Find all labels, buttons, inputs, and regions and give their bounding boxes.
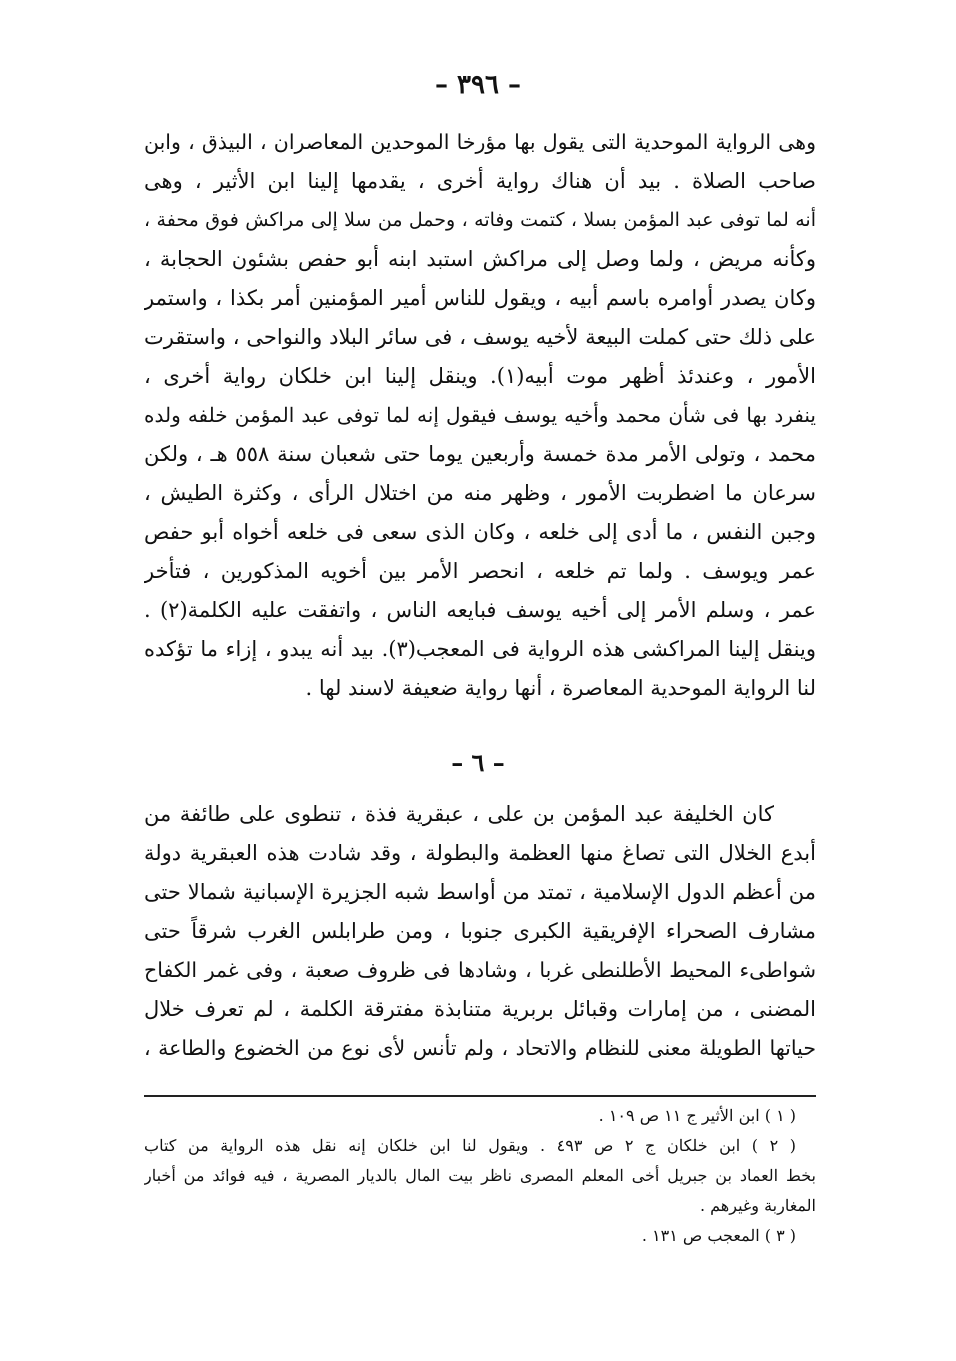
text-line: عمر ، وسلم الأمر إلى أخيه يوسف فبايعه الناس ، واتفقت عليه الكلمة(٢) .	[144, 598, 816, 622]
text-line: محمد ، وتولى الأمر مدة خمسة وأربعين يوما حتى شعبان سنة ٥٥٨ هـ ، ولكن	[144, 442, 816, 466]
text-line: صاحب الصلاة . بيد أن هناك رواية أخرى ، يقدمها إلينا ابن الأثير ، وهى	[144, 169, 816, 193]
text-line: من أعظم الدول الإسلامية ، تمتد من أواسط شبه الجزيرة الإسبانية شمالا حتى	[144, 880, 816, 904]
text-line: ينفرد بها فى شأن محمد وأخيه يوسف فيقول إنه لما توفى عبد المؤمن خلفه ولده	[144, 403, 816, 427]
footnote-1: ( ١ ) ابن الأثير ج ١١ ص ١٠٩ .	[598, 1106, 796, 1125]
footnote-3: ( ٣ ) المعجب ص ١٣١ .	[641, 1226, 796, 1245]
text-line: مشارف الصحراء الإفريقية الكبرى جنوبا ، ومن طرابلس الغرب شرقاً حتى	[144, 919, 816, 943]
page-number: – ٣٩٦ –	[434, 70, 522, 100]
text-line: كان الخليفة عبد المؤمن بن على ، عبقرية فذة ، تنطوى على طائفة من	[144, 802, 774, 826]
text-line: وينقل إلينا المراكشى هذه الرواية فى المعجب(٣). بيد أنه يبدو ، إزاء ما تؤكده	[144, 637, 816, 661]
footnote-2: ( ٢ ) ابن خلكان ج ٢ ص ٤٩٣ . ويقول لنا ابن خلكان إنه نقل هذه الرواية من كتاب	[144, 1136, 797, 1155]
text-line: المضنى ، من إمارات وقبائل بربرية متنابذة مفترقة الكلمة ، لم تعرف خلال	[144, 997, 816, 1021]
footnote-2-end: المغاربة وغيرهم .	[699, 1196, 816, 1215]
footnotes	[144, 1101, 816, 1251]
text-line: سرعان ما اضطربت الأمور ، وظهر منه من اختلال الرأى ، وكثرة الطيش ،	[144, 481, 816, 505]
text-line: الأمور ، وعندئذ أظهر موت أبيه(١). وينقل إلينا ابن خلكان رواية أخرى ،	[144, 364, 816, 388]
text-line: على ذلك حتى كملت البيعة لأخيه يوسف ، فى سائر البلاد والنواحى ، واستقرت	[144, 325, 816, 349]
footnote-divider	[144, 1095, 816, 1097]
text-line: عمر ويوسف . ولما تم خلعه ، انحصر الأمر بين أخويه المذكورين ، فتأخر	[144, 559, 816, 583]
text-line: أبدع الخلال التى تصاغ منها العظمة والبطولة ، وقد شادت هذه العبقرية دولة	[144, 841, 816, 865]
footnote-2-continued: بخط العماد بن جبريل أخى المعلم المصرى ناظر بيت المال بالديار المصرية ، فيه فوائد من أخبار	[144, 1166, 816, 1185]
text-line: وجبن النفس ، ما أدى إلى خلعه ، وكان الذى سعى فى خلعه أخواه أبو حفص	[144, 520, 816, 544]
text-line: وكأنه مريض ، ولما وصل إلى مراكش استبد ابنه أبو حفص بشئون الحجابة ،	[144, 247, 816, 271]
text-line: شواطىء المحيط الأطلنطى غربا ، وشادها فى ظروف صعبة ، وفى غمر الكفاح	[144, 958, 816, 982]
text-line: وكان يصدر أوامره باسم أبيه ، ويقول للناس أمير المؤمنين أمر بكذا ، واستمر	[144, 286, 816, 310]
text-line: أنه لما توفى عبد المؤمن بسلا ، كتمت وفاته ، وحمل من سلا إلى مراكش فوق محفة ،	[144, 209, 816, 231]
paragraph-2	[144, 795, 816, 1068]
text-line: وهى الرواية الموحدية التى يقول بها مؤرخا الموحدين المعاصران ، البيذق ، وابن	[144, 130, 816, 154]
section-number: – ٦ –	[451, 748, 505, 777]
text-line: لنا الرواية الموحدية المعاصرة ، أنها رواية ضعيفة لاسند لها .	[305, 676, 816, 700]
paragraph-1	[144, 123, 816, 708]
text-line: حياتها الطويلة معنى للنظام والاتحاد ، ولم تأنس لأى نوع من الخضوع والطاعة ،	[144, 1036, 816, 1060]
